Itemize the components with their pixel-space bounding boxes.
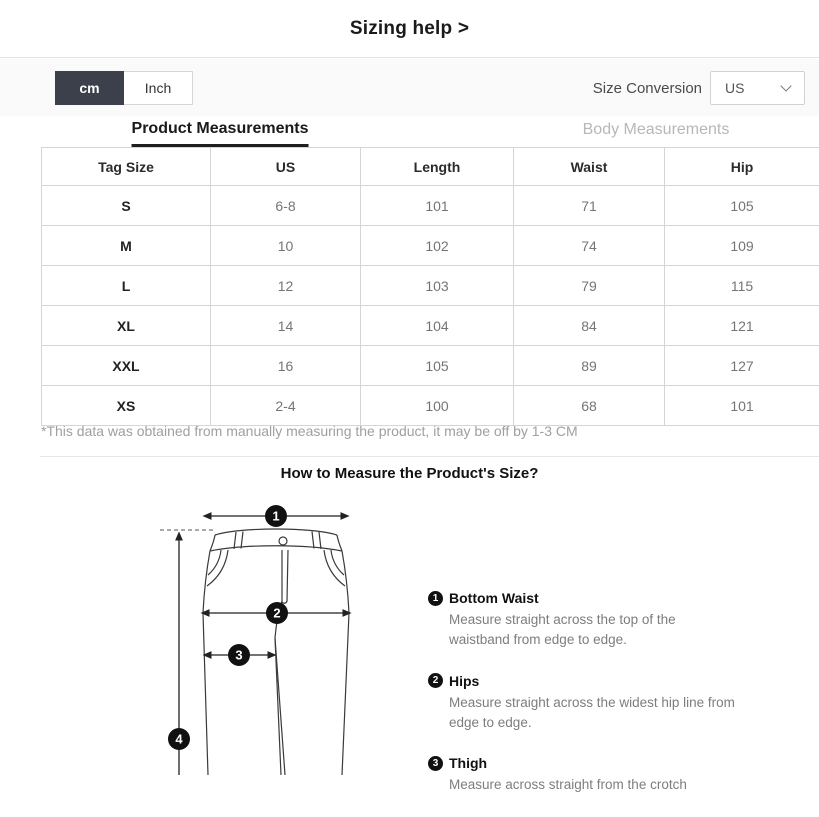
unit-toggle xyxy=(55,71,193,105)
svg-text:1: 1 xyxy=(272,509,279,524)
svg-text:4: 4 xyxy=(175,732,183,747)
cell-us: 16 xyxy=(211,346,361,386)
instruction-description: Measure straight across the top of the waistband from edge to edge. xyxy=(449,610,738,651)
page-title[interactable]: Sizing help > xyxy=(350,18,469,40)
size-conversion-label: Size Conversion xyxy=(593,80,702,97)
table-row xyxy=(42,346,819,386)
cell-length: 105 xyxy=(361,346,514,386)
instruction-title: Bottom Waist xyxy=(449,590,539,606)
col-header-waist: Waist xyxy=(514,148,665,186)
cell-length: 100 xyxy=(361,386,514,426)
measuring-instructions xyxy=(428,590,738,817)
table-row xyxy=(42,306,819,346)
cell-length: 102 xyxy=(361,226,514,266)
col-header-us: US xyxy=(211,148,361,186)
svg-text:2: 2 xyxy=(273,606,280,621)
instruction-title: Hips xyxy=(449,673,479,689)
chevron-down-icon xyxy=(780,80,791,91)
cell-us: 10 xyxy=(211,226,361,266)
cell-hip: 101 xyxy=(665,386,819,426)
cell-waist: 74 xyxy=(514,226,665,266)
step-number-badge: 1 xyxy=(428,591,443,606)
table-row xyxy=(42,386,819,426)
col-header-hip: Hip xyxy=(665,148,819,186)
unit-inch-button[interactable]: Inch xyxy=(124,71,193,105)
cell-length: 101 xyxy=(361,186,514,226)
diagram-marker-3 xyxy=(228,644,250,666)
col-header-length: Length xyxy=(361,148,514,186)
how-to-measure-heading: How to Measure the Product's Size? xyxy=(0,465,819,482)
col-header-tag-size: Tag Size xyxy=(42,148,211,186)
table-row xyxy=(42,266,819,306)
cell-length: 104 xyxy=(361,306,514,346)
size-conversion-value: US xyxy=(725,80,744,96)
cell-tag: XS xyxy=(42,386,211,426)
cell-hip: 109 xyxy=(665,226,819,266)
size-conversion-select[interactable] xyxy=(710,71,805,105)
cell-tag: XXL xyxy=(42,346,211,386)
cell-tag: L xyxy=(42,266,211,306)
cell-tag: S xyxy=(42,186,211,226)
tab-product-measurements[interactable]: Product Measurements xyxy=(132,120,309,147)
cell-us: 6-8 xyxy=(211,186,361,226)
table-header-row xyxy=(42,148,819,186)
instruction-description: Measure across straight from the crotch xyxy=(449,775,738,795)
svg-text:3: 3 xyxy=(235,648,242,663)
section-divider xyxy=(40,456,819,457)
tab-body-measurements[interactable]: Body Measurements xyxy=(583,121,730,139)
cell-waist: 71 xyxy=(514,186,665,226)
cell-us: 2-4 xyxy=(211,386,361,426)
instruction-description: Measure straight across the widest hip line from edge to edge. xyxy=(449,693,738,734)
diagram-marker-4 xyxy=(168,728,190,750)
table-row xyxy=(42,186,819,226)
toolbar xyxy=(0,59,819,116)
measurement-disclaimer: *This data was obtained from manually measuring the product, it may be off by 1-3 CM xyxy=(41,423,578,439)
size-conversion xyxy=(593,71,805,105)
instruction-thigh xyxy=(428,755,738,795)
step-number-badge: 2 xyxy=(428,673,443,688)
header-bar xyxy=(0,0,819,58)
pants-measurement-diagram xyxy=(40,498,440,775)
cell-waist: 84 xyxy=(514,306,665,346)
cell-waist: 89 xyxy=(514,346,665,386)
cell-us: 14 xyxy=(211,306,361,346)
cell-hip: 127 xyxy=(665,346,819,386)
cell-hip: 115 xyxy=(665,266,819,306)
cell-tag: XL xyxy=(42,306,211,346)
diagram-marker-2 xyxy=(266,602,288,624)
cell-us: 12 xyxy=(211,266,361,306)
table-row xyxy=(42,226,819,266)
diagram-marker-1 xyxy=(265,505,287,527)
measurement-arrows xyxy=(40,516,349,775)
pants-outline xyxy=(203,529,349,775)
size-table xyxy=(41,147,819,426)
cell-waist: 79 xyxy=(514,266,665,306)
measurement-tabs xyxy=(0,118,819,148)
cell-hip: 105 xyxy=(665,186,819,226)
unit-cm-button[interactable]: cm xyxy=(55,71,124,105)
cell-tag: M xyxy=(42,226,211,266)
instruction-hips xyxy=(428,673,738,734)
instruction-bottom-waist xyxy=(428,590,738,651)
cell-length: 103 xyxy=(361,266,514,306)
cell-waist: 68 xyxy=(514,386,665,426)
instruction-title: Thigh xyxy=(449,755,487,771)
cell-hip: 121 xyxy=(665,306,819,346)
step-number-badge: 3 xyxy=(428,756,443,771)
